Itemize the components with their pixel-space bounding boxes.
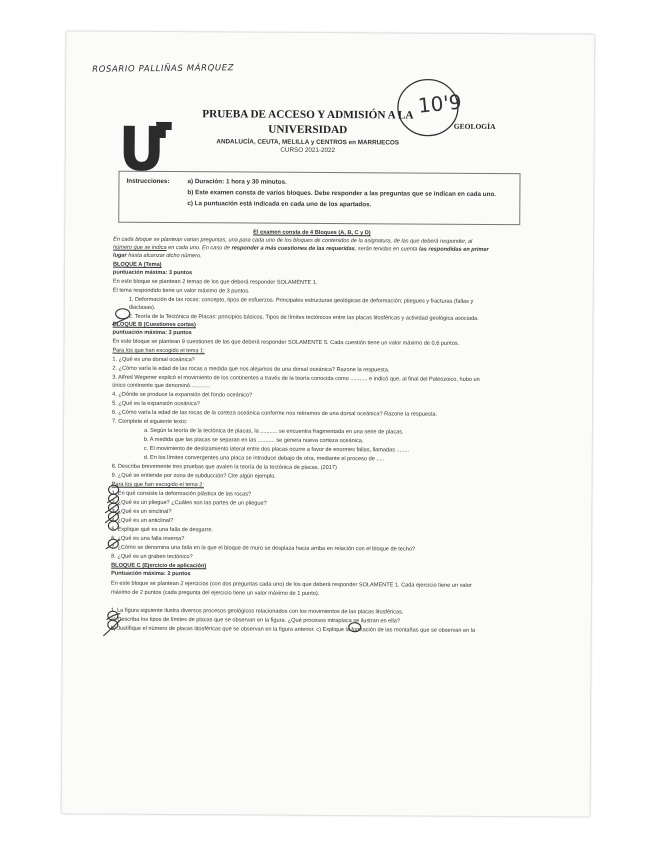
question: 4. ¿Dónde se produce la expansión del fondo oceánico? — [112, 391, 253, 399]
intro-line: número que se indica en cada uno. En caso de responder a más cuestiones de las requeridas, serán tenidas en cuenta las respondidas en primer — [113, 244, 489, 253]
fill-in-item: b. A medida que las placas se separan en las ........... se genera nueva corteza oceánica. — [143, 436, 364, 445]
question: 6. ¿Cómo varía la edad de las rocas de la corteza oceánica conforme nos retiramos de una dorsal oceánica? Razone la respuesta. — [112, 409, 438, 418]
student-name: ROSARIO PALLIÑAS MÁRQUEZ — [92, 63, 235, 75]
question: único continente que denominó............. — [112, 382, 211, 390]
exam-sheet — [62, 31, 595, 816]
intro-line: lugar hasta alcanzar dicho número. — [113, 252, 202, 260]
region-line: ANDALUCÍA, CEUTA, MELILLA y CENTROS en MARRUECOS — [216, 138, 400, 147]
intro-line: En cada bloque se plantean varias preguntas, una para cada uno de los bloques de contenidos de la asignatura, de las que deberá responder, al — [113, 236, 473, 245]
university-logo — [122, 122, 172, 177]
subject-label: GEOLOGÍA — [453, 121, 496, 132]
course-line: CURSO 2021-2022 — [280, 146, 335, 155]
question: 7. ¿Cómo se denomina una falla en la que el bloque de muro se desplaza hacia arriba en relación con el bloque de techo? — [111, 544, 416, 553]
fill-in-item: d. En los límites convergentes una placa se introduce debajo de otra, mediante el proceso de ..... — [143, 454, 385, 463]
theme2-label: Para los que han escogido el tema 2: — [111, 481, 205, 489]
block-a-points: puntuación máxima: 3 puntos — [112, 269, 193, 277]
question: 6. ¿Qué es una falla inversa? — [111, 535, 185, 543]
block-a-title: BLOQUE A (Tema) — [112, 261, 162, 268]
exercise-part-a: a) Describa los tipos de límites de placas que se observan en la figura. ¿Qué procesos intraplaca se ilustran en ella? — [110, 616, 400, 625]
block-a-topic: diaclasas). — [128, 304, 156, 311]
question: 8. ¿Qué es un graben tectónico? — [111, 553, 193, 561]
block-b-title: BLOQUE B (Cuestiones cortas) — [112, 321, 196, 329]
question: 1. En qué consiste la deformación plástica de las rocas? — [111, 490, 252, 498]
grade: 10'9 — [416, 89, 463, 118]
logo-u-icon — [122, 122, 172, 172]
block-b-points: puntuación máxima: 3 puntos — [112, 329, 192, 337]
theme1-label: Para los que han escogido el tema 1: — [112, 347, 205, 355]
question: 3. Alfred Wegener explicó el movimiento de los continentes a través de la teoría conocida como ........... e indicó que, al final del Paleozoico, hubo un — [112, 374, 480, 383]
question: 9. ¿Qué se entiende por zona de subducción? Cite algún ejemplo. — [111, 472, 276, 480]
block-a-text: El tema respondido tiene un valor máximo de 3 puntos. — [112, 287, 250, 295]
question: 7. Complete el siguiente texto: — [111, 418, 188, 426]
exam-heading: El examen consta de 4 Bloques (A, B, C y D) — [253, 229, 371, 237]
fill-in-item: a. Según la teoría de la tectónica de placas, la ........... se encuentra fragmentada en una serie de placas. — [143, 427, 404, 436]
exercise-part-b: b) Justifique el número de placas litosféricas que se observan en la figura anterior. c) Explique la formación de las montañas que se observan en la — [110, 625, 476, 634]
fill-in-item: c. El movimiento de deslizamiento lateral entre dos placas ocurre a favor de enormes fallas, llamadas ........ — [143, 445, 410, 454]
question: 2. ¿Qué es un pliegue? ¿Cuáles son las partes de un pliegue? — [111, 499, 267, 507]
block-c-text: máximo de 2 puntos (cada pregunta del ejercicio tiene un valor máximo de 1 punto). — [110, 589, 320, 597]
question: 3. ¿Qué es un sinclinal? — [111, 508, 172, 516]
instruction-item: a) Duración: 1 hora y 30 minutos. — [187, 178, 287, 186]
title-line-2: UNIVERSIDAD — [268, 123, 348, 137]
title-line-1: PRUEBA DE ACCESO Y ADMISIÓN A LA — [202, 108, 414, 122]
block-a-topic: 1. Deformación de las rocas: concepto, tipos de esfuerzos. Principales estructuras geológicas de deformación: pliegues y fracturas (fallas y — [128, 296, 474, 305]
instructions-label: Instrucciones: — [126, 177, 170, 186]
instructions-box — [118, 171, 520, 225]
question: 5. ¿Qué es la expansión oceánica? — [112, 400, 200, 408]
block-c-title: BLOQUE C (Ejercicio de aplicación) — [111, 562, 207, 570]
question: 8. Describa brevemente tres pruebas que avalen la teoría de la tectónica de placas. (2017) — [111, 463, 337, 472]
block-c-points: Puntuación máxima: 2 puntos — [111, 570, 191, 578]
block-a-topic: 2. Teoría de la Tectónica de Placas: principios básicos. Tipos de límites tectónicos entre las placas litosféricas y actividad geológica asociada. — [128, 313, 479, 322]
block-c-text: En este bloque se plantean 2 ejercicios (con dos preguntas cada uno) de los que deberá responder SOLAMENTE 1. Cada ejercicio tiene un valor — [111, 580, 472, 589]
question: 5. Explique qué es una falla de desgarre. — [111, 526, 214, 534]
question: 2. ¿Cómo varía la edad de las rocas a medida que nos alejamos de una dorsal oceánica? Razone la respuesta. — [112, 365, 390, 374]
block-a-text: En este bloque se plantean 2 temas de los que deberá responder SOLAMENTE 1. — [112, 278, 318, 286]
question: 1. ¿Qué es una dorsal oceánica? — [112, 356, 195, 364]
instruction-item: b) Este examen consta de varios bloques. Debe responder a las preguntas que se indican en cada uno. — [187, 189, 497, 199]
question: 4. ¿Qué es un anticlinal? — [111, 517, 174, 525]
block-b-text: En este bloque se plantean 9 cuestiones de las que deberá responder SOLAMENTE 5. Cada cuestión tiene un valor máximo de 0,6 puntos. — [112, 338, 460, 347]
exercise-1: 1. La figura siguiente ilustra diversos procesos geológicos relacionados con los movimientos de las placas litosféricas. — [110, 607, 404, 616]
instruction-item: c) La puntuación está indicada en cada uno de los apartados. — [187, 200, 372, 209]
